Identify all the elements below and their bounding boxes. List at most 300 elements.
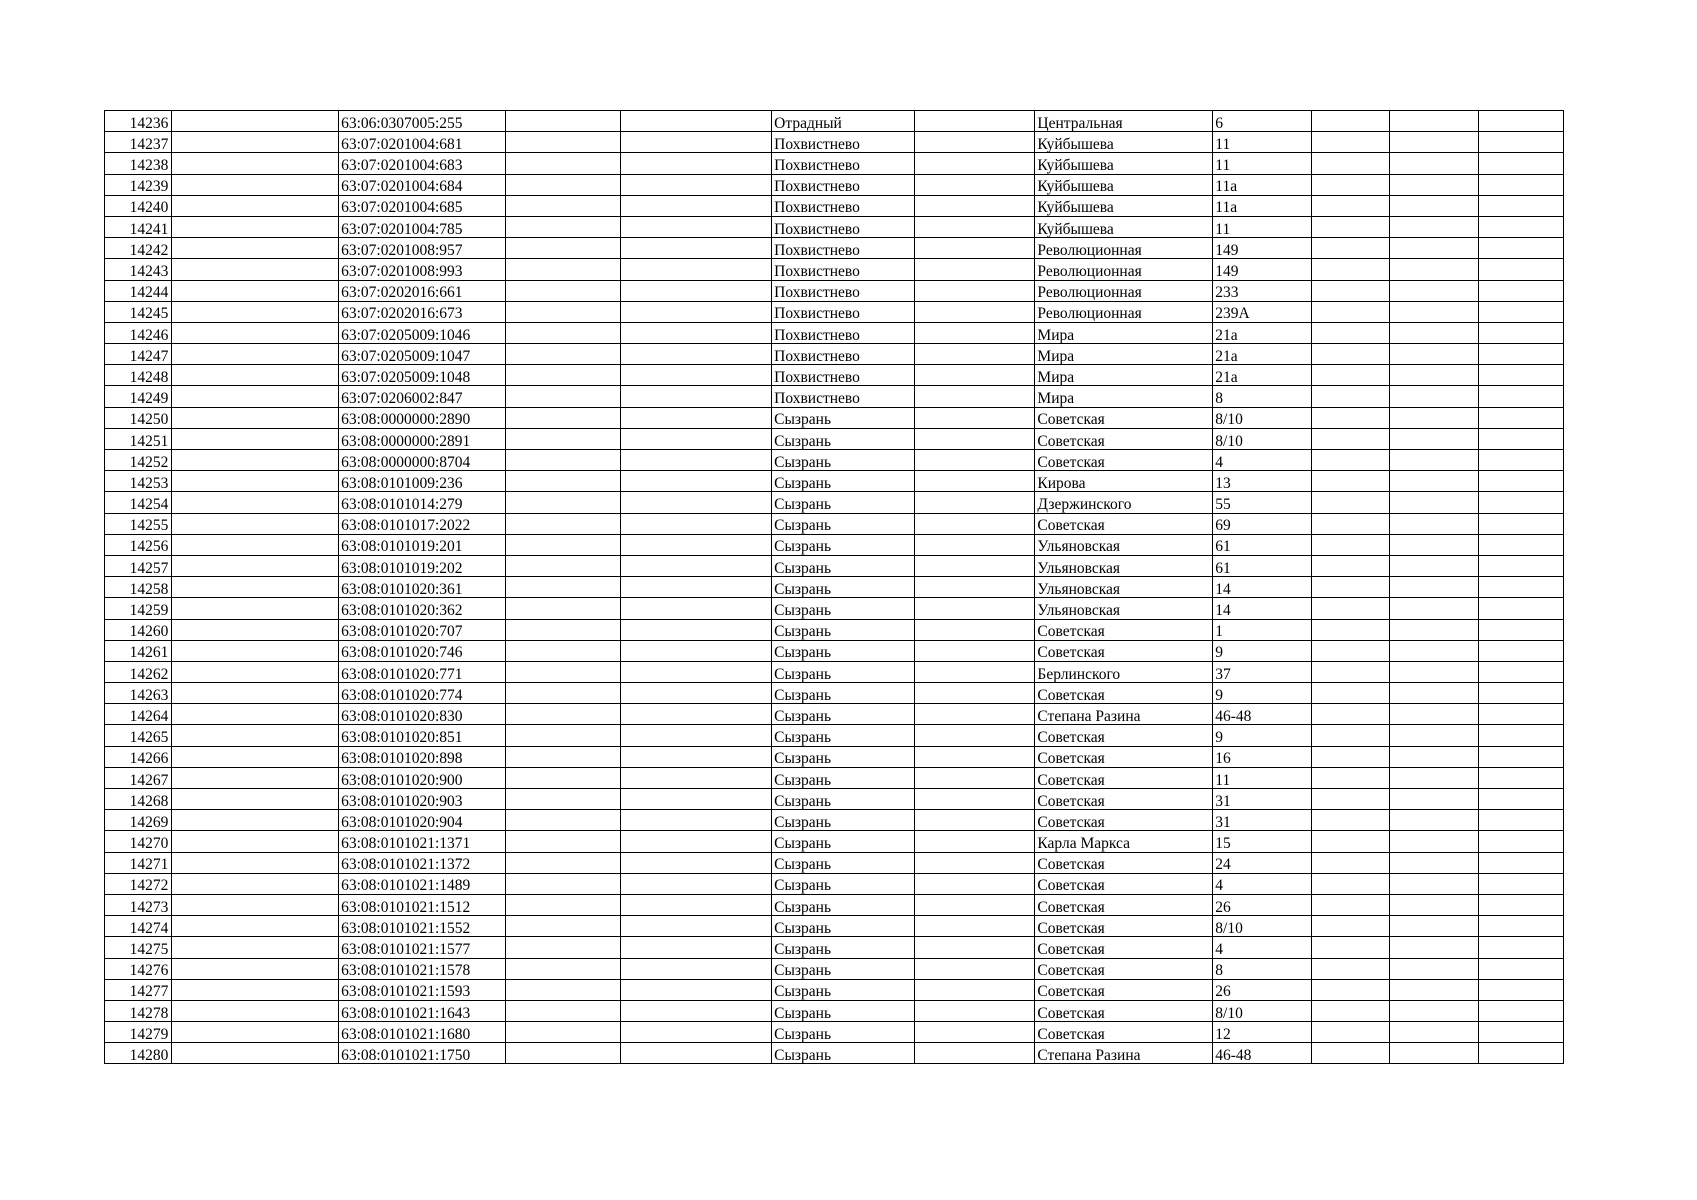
cell-city: Сызрань xyxy=(772,746,915,767)
cell-empty xyxy=(1478,979,1563,1000)
cell-cadastral-number: 63:08:0101020:904 xyxy=(339,810,506,831)
cell-empty xyxy=(172,1022,339,1043)
cell-street: Советская xyxy=(1035,619,1213,640)
cell-city: Сызрань xyxy=(772,534,915,555)
cell-empty xyxy=(914,916,1035,937)
table-row xyxy=(105,153,1564,174)
cell-street: Советская xyxy=(1035,789,1213,810)
cell-empty xyxy=(1390,852,1478,873)
cell-empty xyxy=(505,640,621,661)
cell-empty xyxy=(914,534,1035,555)
cell-row-number: 14275 xyxy=(105,937,172,958)
cell-empty xyxy=(1390,216,1478,237)
cell-empty xyxy=(914,958,1035,979)
cell-empty xyxy=(172,577,339,598)
cell-empty xyxy=(172,810,339,831)
table-row xyxy=(105,852,1564,873)
cell-house: 31 xyxy=(1213,810,1311,831)
cell-empty xyxy=(914,1022,1035,1043)
cell-empty xyxy=(1390,386,1478,407)
cell-empty xyxy=(505,683,621,704)
cell-empty xyxy=(505,492,621,513)
table-row xyxy=(105,322,1564,343)
table-row xyxy=(105,746,1564,767)
cell-row-number: 14248 xyxy=(105,365,172,386)
cell-house: 55 xyxy=(1213,492,1311,513)
cell-empty xyxy=(1390,746,1478,767)
cell-street: Кирова xyxy=(1035,471,1213,492)
cell-city: Похвистнево xyxy=(772,174,915,195)
cell-empty xyxy=(1478,280,1563,301)
cell-empty xyxy=(505,916,621,937)
cell-city: Сызрань xyxy=(772,661,915,682)
cell-empty xyxy=(1390,598,1478,619)
cell-empty xyxy=(172,344,339,365)
table-row xyxy=(105,428,1564,449)
cell-cadastral-number: 63:07:0201008:993 xyxy=(339,259,506,280)
cell-house: 149 xyxy=(1213,238,1311,259)
cell-empty xyxy=(1311,577,1389,598)
cell-empty xyxy=(172,238,339,259)
cell-empty xyxy=(505,619,621,640)
cell-empty xyxy=(914,450,1035,471)
cell-empty xyxy=(621,407,772,428)
cell-empty xyxy=(1311,704,1389,725)
cell-empty xyxy=(505,725,621,746)
cell-empty xyxy=(1311,344,1389,365)
cell-empty xyxy=(1311,979,1389,1000)
table-row xyxy=(105,534,1564,555)
cell-city: Сызрань xyxy=(772,407,915,428)
cell-empty xyxy=(621,979,772,1000)
cell-cadastral-number: 63:07:0206002:847 xyxy=(339,386,506,407)
cell-empty xyxy=(1390,132,1478,153)
cell-empty xyxy=(621,746,772,767)
cell-street: Советская xyxy=(1035,640,1213,661)
cell-empty xyxy=(621,555,772,576)
cell-street: Советская xyxy=(1035,958,1213,979)
cell-cadastral-number: 63:08:0101009:236 xyxy=(339,471,506,492)
cell-empty xyxy=(621,471,772,492)
cell-empty xyxy=(914,979,1035,1000)
table-row xyxy=(105,767,1564,788)
cell-empty xyxy=(1311,195,1389,216)
cell-cadastral-number: 63:08:0000000:2891 xyxy=(339,428,506,449)
cell-row-number: 14239 xyxy=(105,174,172,195)
table-row xyxy=(105,894,1564,915)
cell-empty xyxy=(1390,958,1478,979)
cell-row-number: 14251 xyxy=(105,428,172,449)
cell-empty xyxy=(1478,132,1563,153)
cell-empty xyxy=(621,534,772,555)
cell-house: 46-48 xyxy=(1213,704,1311,725)
cell-empty xyxy=(505,767,621,788)
cell-city: Сызрань xyxy=(772,767,915,788)
cell-house: 239А xyxy=(1213,301,1311,322)
cell-cadastral-number: 63:08:0101021:1372 xyxy=(339,852,506,873)
table-row xyxy=(105,344,1564,365)
table-row xyxy=(105,704,1564,725)
cell-row-number: 14252 xyxy=(105,450,172,471)
cell-house: 61 xyxy=(1213,534,1311,555)
cell-empty xyxy=(1478,577,1563,598)
cell-row-number: 14280 xyxy=(105,1043,172,1064)
table-row xyxy=(105,619,1564,640)
cell-empty xyxy=(505,831,621,852)
cell-row-number: 14257 xyxy=(105,555,172,576)
cell-street: Центральная xyxy=(1035,111,1213,132)
cell-house: 11а xyxy=(1213,195,1311,216)
cell-empty xyxy=(621,322,772,343)
cell-empty xyxy=(914,153,1035,174)
cell-row-number: 14238 xyxy=(105,153,172,174)
cell-cadastral-number: 63:07:0202016:673 xyxy=(339,301,506,322)
cell-house: 1 xyxy=(1213,619,1311,640)
cell-empty xyxy=(505,704,621,725)
cell-house: 11а xyxy=(1213,174,1311,195)
cell-row-number: 14256 xyxy=(105,534,172,555)
table-row xyxy=(105,259,1564,280)
cell-empty xyxy=(914,894,1035,915)
cell-empty xyxy=(1390,280,1478,301)
cell-empty xyxy=(621,216,772,237)
cell-empty xyxy=(1478,555,1563,576)
cell-empty xyxy=(1478,598,1563,619)
cell-empty xyxy=(172,1043,339,1064)
cell-row-number: 14270 xyxy=(105,831,172,852)
cell-street: Советская xyxy=(1035,873,1213,894)
cell-empty xyxy=(1311,1043,1389,1064)
cell-street: Советская xyxy=(1035,450,1213,471)
cell-house: 37 xyxy=(1213,661,1311,682)
cell-row-number: 14261 xyxy=(105,640,172,661)
cell-empty xyxy=(505,937,621,958)
table-row xyxy=(105,365,1564,386)
cell-street: Степана Разина xyxy=(1035,1043,1213,1064)
cell-empty xyxy=(621,153,772,174)
cell-city: Сызрань xyxy=(772,513,915,534)
cell-empty xyxy=(1390,111,1478,132)
cell-city: Похвистнево xyxy=(772,344,915,365)
cell-row-number: 14272 xyxy=(105,873,172,894)
cell-city: Похвистнево xyxy=(772,153,915,174)
cell-empty xyxy=(1390,450,1478,471)
cell-row-number: 14250 xyxy=(105,407,172,428)
cell-empty xyxy=(621,577,772,598)
cell-street: Берлинского xyxy=(1035,661,1213,682)
cell-street: Советская xyxy=(1035,937,1213,958)
cell-empty xyxy=(1478,789,1563,810)
cell-house: 14 xyxy=(1213,577,1311,598)
cell-empty xyxy=(505,979,621,1000)
cell-empty xyxy=(1478,301,1563,322)
cell-house: 21а xyxy=(1213,344,1311,365)
cell-street: Советская xyxy=(1035,894,1213,915)
cell-empty xyxy=(1390,344,1478,365)
cell-empty xyxy=(914,322,1035,343)
cell-empty xyxy=(1311,386,1389,407)
cell-empty xyxy=(1390,937,1478,958)
cell-street: Мира xyxy=(1035,344,1213,365)
cell-row-number: 14254 xyxy=(105,492,172,513)
cell-empty xyxy=(1311,852,1389,873)
cell-empty xyxy=(1478,937,1563,958)
cell-empty xyxy=(1311,322,1389,343)
cell-cadastral-number: 63:08:0101020:851 xyxy=(339,725,506,746)
cell-cadastral-number: 63:08:0101020:774 xyxy=(339,683,506,704)
cell-empty xyxy=(1311,746,1389,767)
cell-street: Советская xyxy=(1035,1022,1213,1043)
cell-empty xyxy=(914,471,1035,492)
cell-empty xyxy=(1390,153,1478,174)
cell-city: Сызрань xyxy=(772,619,915,640)
cell-cadastral-number: 63:07:0201004:685 xyxy=(339,195,506,216)
cell-empty xyxy=(1478,958,1563,979)
cell-empty xyxy=(505,746,621,767)
cell-row-number: 14279 xyxy=(105,1022,172,1043)
cell-city: Сызрань xyxy=(772,979,915,1000)
cell-empty xyxy=(1478,174,1563,195)
cell-empty xyxy=(1311,534,1389,555)
cell-city: Похвистнево xyxy=(772,216,915,237)
cell-empty xyxy=(172,831,339,852)
cell-cadastral-number: 63:08:0101021:1577 xyxy=(339,937,506,958)
cell-empty xyxy=(172,725,339,746)
cell-empty xyxy=(1390,407,1478,428)
cell-empty xyxy=(505,174,621,195)
table-row xyxy=(105,450,1564,471)
cell-empty xyxy=(172,280,339,301)
cell-empty xyxy=(1478,725,1563,746)
cell-row-number: 14240 xyxy=(105,195,172,216)
cell-house: 26 xyxy=(1213,979,1311,1000)
cell-row-number: 14277 xyxy=(105,979,172,1000)
cell-city: Сызрань xyxy=(772,428,915,449)
cell-empty xyxy=(505,810,621,831)
cell-empty xyxy=(172,301,339,322)
cell-empty xyxy=(1311,301,1389,322)
cell-empty xyxy=(1311,789,1389,810)
cell-empty xyxy=(914,407,1035,428)
cell-empty xyxy=(914,810,1035,831)
table-row xyxy=(105,1022,1564,1043)
cell-row-number: 14273 xyxy=(105,894,172,915)
cell-city: Сызрань xyxy=(772,958,915,979)
cell-empty xyxy=(1478,238,1563,259)
cell-street: Мира xyxy=(1035,365,1213,386)
cell-empty xyxy=(1311,894,1389,915)
cell-empty xyxy=(914,195,1035,216)
cell-empty xyxy=(1390,301,1478,322)
cell-empty xyxy=(1311,661,1389,682)
cell-empty xyxy=(172,704,339,725)
table-row xyxy=(105,195,1564,216)
cell-street: Советская xyxy=(1035,979,1213,1000)
cell-empty xyxy=(1390,725,1478,746)
cell-row-number: 14262 xyxy=(105,661,172,682)
cell-empty xyxy=(1390,894,1478,915)
cell-house: 11 xyxy=(1213,767,1311,788)
cell-empty xyxy=(621,450,772,471)
table-row xyxy=(105,386,1564,407)
cell-row-number: 14269 xyxy=(105,810,172,831)
cell-empty xyxy=(621,958,772,979)
cell-empty xyxy=(621,831,772,852)
cell-empty xyxy=(172,979,339,1000)
cell-empty xyxy=(1311,132,1389,153)
cell-empty xyxy=(621,132,772,153)
cell-house: 11 xyxy=(1213,216,1311,237)
cell-empty xyxy=(1311,153,1389,174)
cell-empty xyxy=(1390,810,1478,831)
cell-empty xyxy=(505,195,621,216)
cell-empty xyxy=(505,873,621,894)
cell-empty xyxy=(914,852,1035,873)
cell-street: Степана Разина xyxy=(1035,704,1213,725)
cell-cadastral-number: 63:07:0205009:1047 xyxy=(339,344,506,365)
cell-row-number: 14263 xyxy=(105,683,172,704)
cell-empty xyxy=(505,407,621,428)
cell-empty xyxy=(1311,259,1389,280)
cell-empty xyxy=(621,428,772,449)
cell-street: Революционная xyxy=(1035,301,1213,322)
cell-cadastral-number: 63:07:0201008:957 xyxy=(339,238,506,259)
cell-empty xyxy=(1478,704,1563,725)
cell-empty xyxy=(1390,640,1478,661)
table-row xyxy=(105,979,1564,1000)
cell-city: Похвистнево xyxy=(772,195,915,216)
cell-empty xyxy=(172,174,339,195)
cell-cadastral-number: 63:08:0101020:362 xyxy=(339,598,506,619)
cell-empty xyxy=(1390,428,1478,449)
cell-street: Революционная xyxy=(1035,280,1213,301)
cell-street: Ульяновская xyxy=(1035,577,1213,598)
cell-empty xyxy=(1311,555,1389,576)
cell-empty xyxy=(505,894,621,915)
cell-empty xyxy=(621,661,772,682)
cell-empty xyxy=(1311,725,1389,746)
cell-empty xyxy=(914,1043,1035,1064)
cell-city: Сызрань xyxy=(772,555,915,576)
cell-empty xyxy=(505,1000,621,1021)
cell-empty xyxy=(1478,450,1563,471)
cell-city: Сызрань xyxy=(772,704,915,725)
cell-empty xyxy=(1390,979,1478,1000)
cell-empty xyxy=(1478,916,1563,937)
cell-empty xyxy=(621,598,772,619)
cell-row-number: 14276 xyxy=(105,958,172,979)
cell-empty xyxy=(1390,365,1478,386)
cell-cadastral-number: 63:07:0202016:661 xyxy=(339,280,506,301)
cell-empty xyxy=(1390,238,1478,259)
cell-empty xyxy=(172,407,339,428)
table-row xyxy=(105,555,1564,576)
cell-empty xyxy=(172,789,339,810)
cell-empty xyxy=(1390,471,1478,492)
cell-empty xyxy=(914,344,1035,365)
cell-house: 12 xyxy=(1213,1022,1311,1043)
cell-empty xyxy=(621,174,772,195)
table-row xyxy=(105,725,1564,746)
cell-empty xyxy=(1478,407,1563,428)
cell-empty xyxy=(621,704,772,725)
cell-empty xyxy=(172,322,339,343)
cell-empty xyxy=(1390,619,1478,640)
cell-cadastral-number: 63:07:0205009:1048 xyxy=(339,365,506,386)
cell-empty xyxy=(1390,661,1478,682)
cell-row-number: 14237 xyxy=(105,132,172,153)
cell-empty xyxy=(621,683,772,704)
cell-street: Советская xyxy=(1035,810,1213,831)
cell-empty xyxy=(172,619,339,640)
cell-row-number: 14253 xyxy=(105,471,172,492)
table-row xyxy=(105,216,1564,237)
cell-empty xyxy=(172,640,339,661)
cell-empty xyxy=(1311,428,1389,449)
cell-empty xyxy=(621,301,772,322)
cell-city: Похвистнево xyxy=(772,386,915,407)
cell-street: Советская xyxy=(1035,852,1213,873)
cell-row-number: 14271 xyxy=(105,852,172,873)
cell-cadastral-number: 63:07:0201004:681 xyxy=(339,132,506,153)
cell-empty xyxy=(1478,322,1563,343)
cell-empty xyxy=(914,132,1035,153)
cell-empty xyxy=(1311,640,1389,661)
cell-row-number: 14236 xyxy=(105,111,172,132)
cell-empty xyxy=(1478,852,1563,873)
cell-empty xyxy=(1390,789,1478,810)
cell-empty xyxy=(914,873,1035,894)
cell-empty xyxy=(505,111,621,132)
cell-street: Ульяновская xyxy=(1035,598,1213,619)
cell-house: 8/10 xyxy=(1213,916,1311,937)
cell-street: Советская xyxy=(1035,916,1213,937)
cell-cadastral-number: 63:07:0201004:683 xyxy=(339,153,506,174)
cell-street: Ульяновская xyxy=(1035,534,1213,555)
cell-city: Сызрань xyxy=(772,810,915,831)
cell-street: Куйбышева xyxy=(1035,216,1213,237)
cell-empty xyxy=(1311,513,1389,534)
cell-empty xyxy=(621,195,772,216)
cell-street: Ульяновская xyxy=(1035,555,1213,576)
cell-row-number: 14266 xyxy=(105,746,172,767)
cell-empty xyxy=(1478,428,1563,449)
cell-empty xyxy=(172,492,339,513)
cell-empty xyxy=(1390,916,1478,937)
table-row xyxy=(105,789,1564,810)
cell-empty xyxy=(621,238,772,259)
cell-empty xyxy=(172,767,339,788)
cell-row-number: 14246 xyxy=(105,322,172,343)
cell-empty xyxy=(914,301,1035,322)
table-row xyxy=(105,1043,1564,1064)
cell-empty xyxy=(172,894,339,915)
cell-empty xyxy=(621,894,772,915)
table-row xyxy=(105,407,1564,428)
cell-empty xyxy=(1311,111,1389,132)
cell-empty xyxy=(172,916,339,937)
cell-empty xyxy=(1478,195,1563,216)
cell-city: Сызрань xyxy=(772,894,915,915)
cell-empty xyxy=(914,111,1035,132)
cell-city: Сызрань xyxy=(772,471,915,492)
cell-empty xyxy=(172,555,339,576)
cell-empty xyxy=(1390,873,1478,894)
cell-empty xyxy=(1390,1022,1478,1043)
cell-cadastral-number: 63:08:0101020:830 xyxy=(339,704,506,725)
cell-house: 13 xyxy=(1213,471,1311,492)
cell-empty xyxy=(1390,577,1478,598)
